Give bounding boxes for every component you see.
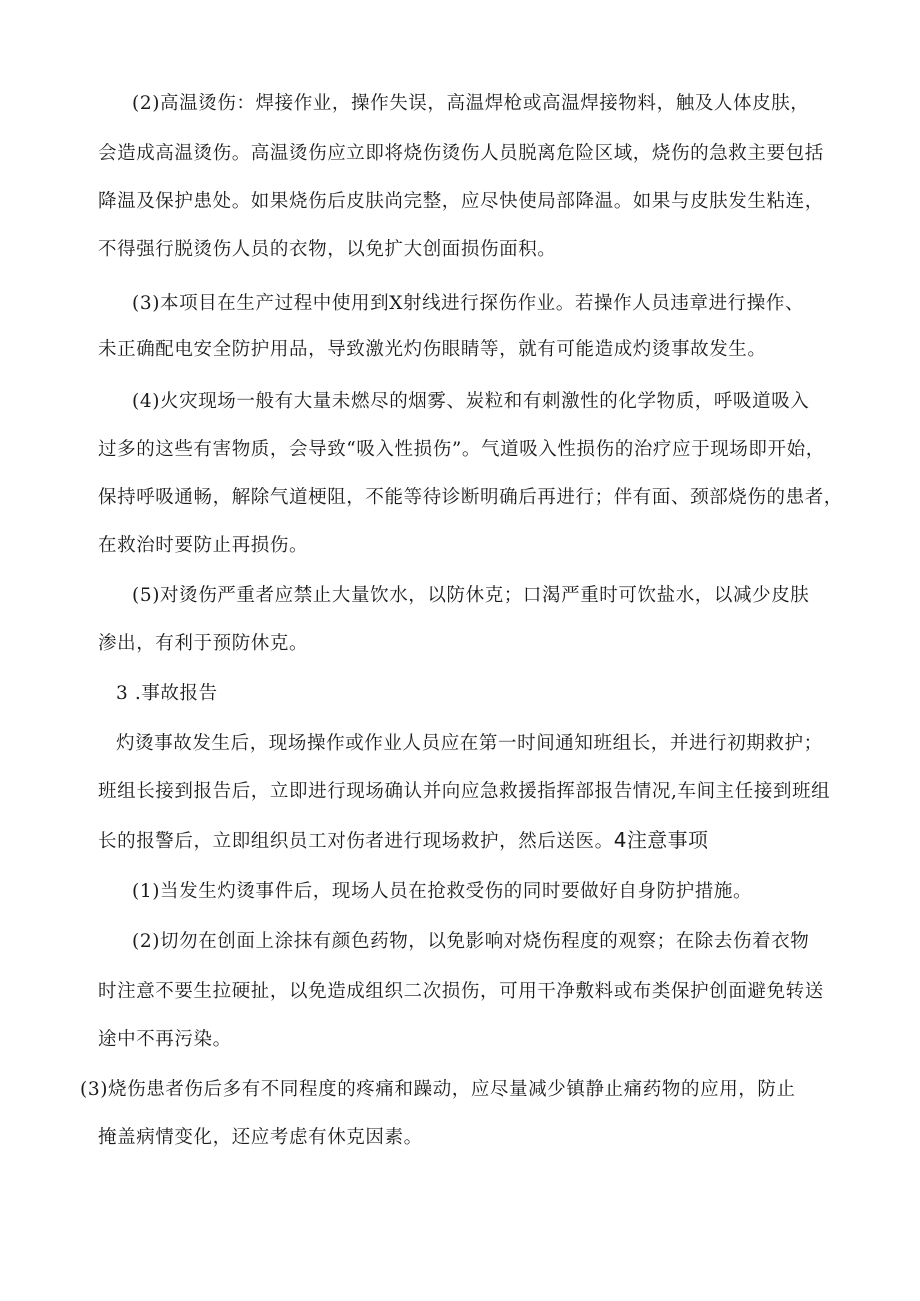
para-4-line-4: 在救治时要防止再损伤。 — [98, 535, 309, 556]
para-2-line-3: 降温及保护患处。如果烧伤后皮肤尚完整，应尽快使局部降温。如果与皮肤发生粘连， — [98, 191, 824, 212]
note-2-line-3: 途中不再污染。 — [98, 1029, 232, 1050]
note-2-line-2: 时注意不要生拉硬扯，以免造成组织二次损伤，可用干净敷料或布类保护创面避免转送 — [98, 981, 824, 1002]
para-2-line-1: (2)高温烫伤：焊接作业，操作失误，高温焊枪或高温焊接物料，触及人体皮肤， — [132, 93, 810, 114]
note-3-line-2: 掩盖病情变化，还应考虑有休克因素。 — [98, 1127, 423, 1148]
para-5-line-2: 渗出，有利于预防休克。 — [98, 633, 309, 654]
report-line-1: 灼烫事故发生后，现场操作或作业人员应在第一时间通知班组长，并进行初期救护； — [116, 733, 823, 754]
para-3-line-1: (3)本项目在生产过程中使用到X射线进行探伤作业。若操作人员违章进行操作、 — [132, 293, 805, 314]
para-4-line-1: (4)火灾现场一般有大量未燃尽的烟雾、炭粒和有刺激性的化学物质，呼吸道吸入 — [132, 391, 810, 412]
note-2-line-1: (2)切勿在创面上涂抹有颜色药物，以免影响对烧伤程度的观察；在除去伤着衣物 — [132, 931, 810, 952]
report-line-3-text: 长的报警后，立即组织员工对伤者进行现场救护，然后送医。 — [98, 831, 614, 852]
note-1-line-1: (1)当发生灼烫事件后，现场人员在抢救受伤的同时要做好自身防护措施。 — [132, 881, 753, 902]
para-2-line-4: 不得强行脱烫伤人员的衣物，以免扩大创面损伤面积。 — [98, 239, 557, 260]
para-4-line-3: 保持呼吸通畅，解除气道梗阻，不能等待诊断明确后再进行；伴有面、颈部烧伤的患者， — [98, 487, 843, 508]
note-3-line-1: (3)烧伤患者伤后多有不同程度的疼痛和躁动，应尽量减少镇静止痛药物的应用，防止 — [80, 1079, 796, 1100]
report-line-3 — [98, 828, 708, 854]
para-2-line-2: 会造成高温烫伤。高温烫伤应立即将烧伤烫伤人员脱离危险区域，烧伤的急救主要包括 — [98, 143, 824, 164]
para-4-line-2: 过多的这些有害物质，会导致“吸入性损伤”。气道吸入性损伤的治疗应于现场即开始， — [98, 439, 825, 460]
para-3-line-2: 未正确配电安全防护用品，导致激光灼伤眼睛等，就有可能造成灼烫事故发生。 — [98, 339, 767, 360]
para-5-line-1: (5)对烫伤严重者应禁止大量饮水，以防休克；口渴严重时可饮盐水，以减少皮肤 — [132, 585, 810, 606]
section-3-heading: 3 .事故报告 — [116, 683, 218, 704]
report-line-2: 班组长接到报告后，立即进行现场确认并向应急救援指挥部报告情况,车间主任接到班组 — [98, 781, 831, 802]
section-4-heading: 4注意事项 — [613, 828, 709, 852]
